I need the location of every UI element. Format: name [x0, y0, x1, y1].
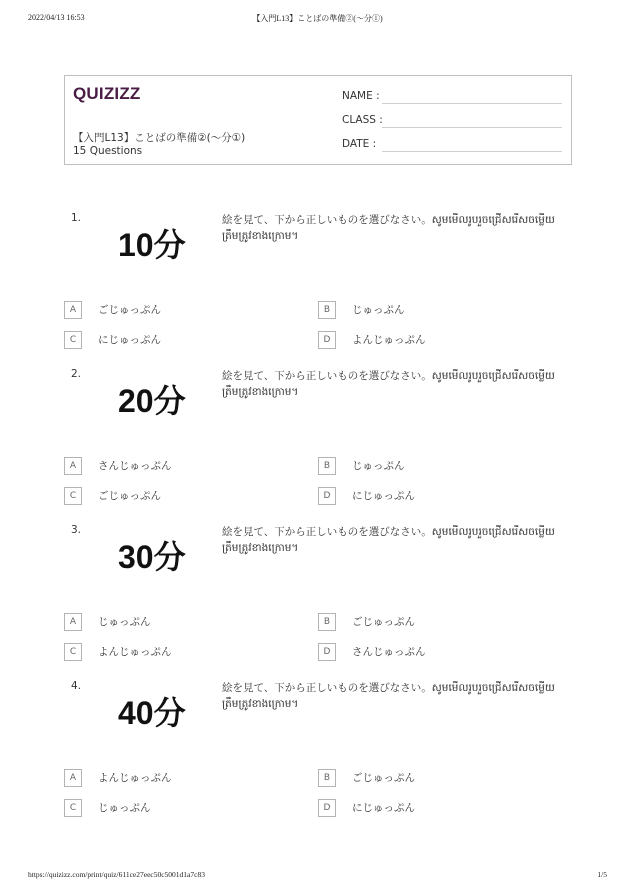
option-text: じゅっぷん [352, 460, 405, 472]
option-letter: B [318, 769, 336, 787]
question-number: 2. [71, 368, 82, 380]
question-prompt: 絵を見て、下から正しいものを選びなさい。សូមមើលរូបរួចជ្រើសរើសចម្លើយត្រឹមត្រូវខាងក្រោម។ [222, 214, 555, 242]
option-text: ごじゅっぷん [98, 490, 161, 502]
question-prompt: 絵を見て、下から正しいものを選びなさい。សូមមើលរូបរួចជ្រើសរើសចម្លើយត្រឹមត្រូវខាងក្រោម។ [222, 682, 555, 710]
option-letter: A [64, 769, 82, 787]
option-letter: B [318, 457, 336, 475]
option-letter: A [64, 457, 82, 475]
question-4 [0, 680, 635, 836]
class-label: CLASS : [342, 114, 383, 126]
option-text: さんじゅっぷん [352, 646, 426, 658]
option-letter: A [64, 613, 82, 631]
option-text: にじゅっぷん [352, 802, 415, 814]
option-letter: B [318, 613, 336, 631]
option-text: よんじゅっぷん [98, 772, 172, 784]
question-image: 10分 [118, 227, 186, 263]
option-text: ごじゅっぷん [352, 772, 415, 784]
quizizz-logo: QUIZIZZ [73, 84, 141, 103]
option-text: ごじゅっぷん [98, 304, 161, 316]
option-letter: D [318, 331, 336, 349]
quiz-header-box [64, 75, 572, 165]
option-text: じゅっぷん [352, 304, 405, 316]
name-line [382, 103, 562, 104]
option-text: よんじゅっぷん [352, 334, 426, 346]
question-image: 20分 [118, 383, 186, 419]
print-header [0, 13, 635, 27]
print-datetime: 2022/04/13 16:53 [28, 13, 85, 22]
option-letter: D [318, 799, 336, 817]
question-number: 3. [71, 524, 82, 536]
question-image: 40分 [118, 695, 186, 731]
option-letter: C [64, 487, 82, 505]
option-text: さんじゅっぷん [98, 460, 172, 472]
page-number: 1/5 [597, 870, 607, 879]
question-prompt: 絵を見て、下から正しいものを選びなさい。សូមមើលរូបរួចជ្រើសរើសចម្លើយត្រឹមត្រូវខាងក្រោម។ [222, 370, 555, 398]
print-url: https://quizizz.com/print/quiz/611ce27eec50c5001d1a7c83 [28, 870, 205, 879]
question-prompt: 絵を見て、下から正しいものを選びなさい。សូមមើលរូបរួចជ្រើសរើសចម្លើយត្រឹមត្រូវខាងក្រោម។ [222, 526, 555, 554]
date-field [342, 138, 376, 150]
question-2 [0, 368, 635, 524]
date-line [382, 151, 562, 152]
option-text: にじゅっぷん [98, 334, 161, 346]
name-field [342, 90, 380, 102]
question-1 [0, 212, 635, 368]
question-image: 30分 [118, 539, 186, 575]
option-text: じゅっぷん [98, 802, 151, 814]
option-text: にじゅっぷん [352, 490, 415, 502]
option-letter: C [64, 799, 82, 817]
question-3 [0, 524, 635, 680]
quiz-title: 【入門L13】ことばの準備②(〜分①) [73, 132, 246, 144]
name-label: NAME : [342, 90, 380, 102]
option-text: よんじゅっぷん [98, 646, 172, 658]
option-letter: A [64, 301, 82, 319]
option-letter: C [64, 331, 82, 349]
class-field [342, 114, 383, 126]
class-line [382, 127, 562, 128]
option-text: ごじゅっぷん [352, 616, 415, 628]
option-text: じゅっぷん [98, 616, 151, 628]
question-count: 15 Questions [73, 145, 143, 157]
question-number: 4. [71, 680, 82, 692]
print-footer [0, 870, 635, 882]
question-number: 1. [71, 212, 82, 224]
option-letter: C [64, 643, 82, 661]
date-label: DATE : [342, 138, 377, 150]
print-title: 【入門L13】ことばの準備②(〜分①) [252, 14, 383, 23]
option-letter: D [318, 487, 336, 505]
option-letter: B [318, 301, 336, 319]
option-letter: D [318, 643, 336, 661]
